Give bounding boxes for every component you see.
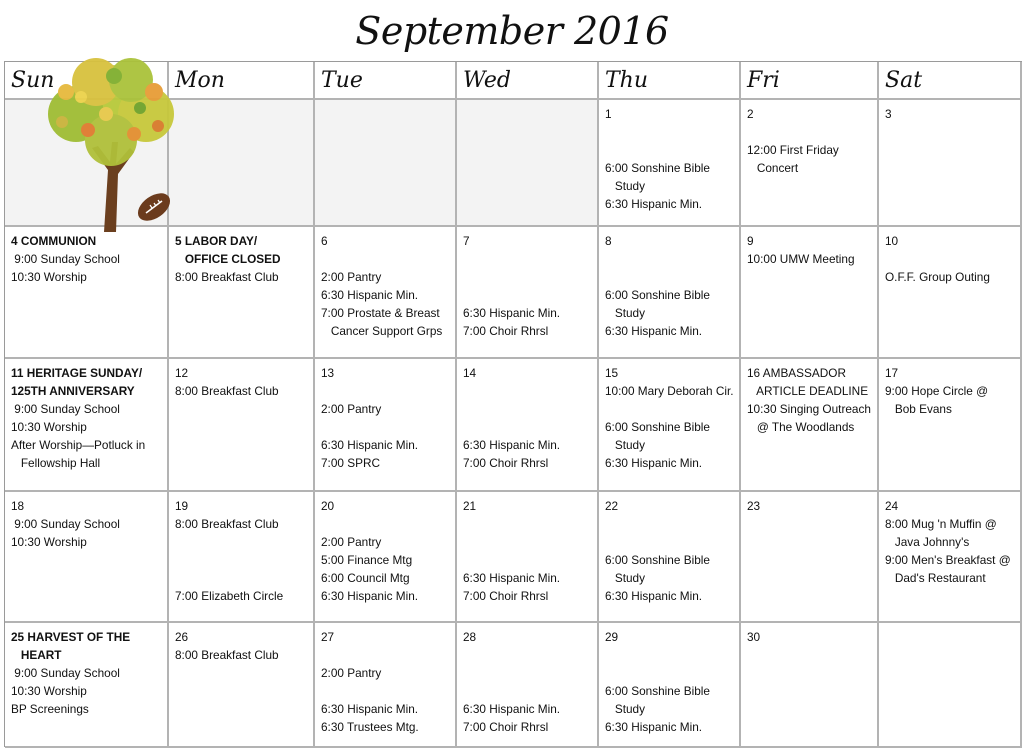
day-number: 28: [463, 630, 477, 644]
day-cell[interactable]: [169, 100, 315, 227]
event-line: [463, 515, 591, 533]
event-line: 2:00 Pantry: [321, 270, 382, 284]
day-number: 2: [747, 107, 754, 121]
day-number: 6: [321, 234, 328, 248]
day-cell[interactable]: [741, 623, 879, 748]
event-line: [463, 664, 591, 682]
day-cell[interactable]: [315, 492, 457, 623]
event-line: [605, 268, 733, 286]
event-line: [605, 664, 733, 682]
event-line: 6:30 Hispanic Min.: [605, 324, 703, 338]
day-cell[interactable]: [315, 359, 457, 492]
day-number: 4 COMMUNION: [11, 234, 97, 248]
event-line: 6:30 Hispanic Min.: [321, 288, 419, 302]
event-line: [463, 400, 591, 418]
day-header-mon: Mon: [169, 62, 315, 100]
event-line: [605, 400, 733, 418]
day-cell[interactable]: [5, 623, 169, 748]
event-line: 7:00 Choir Rhrsl: [463, 456, 549, 470]
event-line: 6:30 Hispanic Min.: [321, 589, 419, 603]
event-line: 8:00 Breakfast Club: [175, 517, 279, 531]
event-line: [463, 286, 591, 304]
event-line: Cancer Support Grps: [321, 324, 443, 338]
event-line: [321, 382, 449, 400]
day-cell[interactable]: [599, 492, 741, 623]
day-cell[interactable]: [457, 623, 599, 748]
day-number: 17: [885, 366, 899, 380]
event-line: [747, 123, 871, 141]
event-line: Concert: [747, 161, 799, 175]
event-line: Study: [605, 438, 645, 452]
day-number: 9: [747, 234, 754, 248]
event-line: 6:30 Hispanic Min.: [605, 720, 703, 734]
event-line: 10:30 Singing Outreach: [747, 402, 871, 416]
event-line: 10:30 Worship: [11, 420, 87, 434]
event-line: Dad's Restaurant: [885, 571, 986, 585]
event-line: After Worship—Potluck in: [11, 438, 146, 452]
day-number: 20: [321, 499, 335, 513]
day-cell[interactable]: [741, 100, 879, 227]
day-cell[interactable]: [457, 227, 599, 359]
day-cell[interactable]: [599, 227, 741, 359]
event-line: [463, 551, 591, 569]
day-cell[interactable]: [315, 100, 457, 227]
event-line: 8:00 Mug 'n Muffin @: [885, 517, 997, 531]
event-line: 6:00 Sonshine Bible: [605, 553, 710, 567]
event-line: 10:30 Worship: [11, 270, 87, 284]
event-line: Java Johnny's: [885, 535, 970, 549]
day-header-thu: Thu: [599, 62, 741, 100]
event-line: [605, 515, 733, 533]
day-header-wed: Wed: [457, 62, 599, 100]
event-line: [321, 515, 449, 533]
event-line: [885, 250, 1014, 268]
event-line: [463, 682, 591, 700]
event-line: 9:00 Sunday School: [11, 402, 120, 416]
event-line: [463, 268, 591, 286]
day-number: 19: [175, 499, 189, 513]
event-line: 6:30 Hispanic Min.: [321, 702, 419, 716]
day-cell[interactable]: [879, 492, 1022, 623]
event-line: [463, 418, 591, 436]
event-line: [321, 418, 449, 436]
day-number: 23: [747, 499, 761, 513]
day-cell[interactable]: [457, 100, 599, 227]
event-line: O.F.F. Group Outing: [885, 270, 990, 284]
event-line: 8:00 Breakfast Club: [175, 270, 279, 284]
event-line: [463, 646, 591, 664]
event-line: 9:00 Sunday School: [11, 517, 120, 531]
day-cell[interactable]: [741, 359, 879, 492]
day-number: 5 LABOR DAY/ OFFICE CLOSED: [175, 234, 281, 266]
day-number: 25 HARVEST OF THE HEART: [11, 630, 131, 662]
day-header-sat: Sat: [879, 62, 1022, 100]
day-cell[interactable]: [879, 359, 1022, 492]
day-cell[interactable]: [879, 227, 1022, 359]
day-number: 12: [175, 366, 189, 380]
football-icon: [133, 188, 175, 227]
day-cell[interactable]: [315, 227, 457, 359]
event-line: 10:30 Worship: [11, 684, 87, 698]
day-cell[interactable]: [879, 623, 1022, 748]
day-header-fri: Fri: [741, 62, 879, 100]
event-line: Study: [605, 571, 645, 585]
event-line: 6:00 Sonshine Bible: [605, 420, 710, 434]
event-line: Study: [605, 702, 645, 716]
event-line: Study: [605, 306, 645, 320]
day-number: 10: [885, 234, 899, 248]
day-number: 3: [885, 107, 892, 121]
event-line: [463, 533, 591, 551]
event-line: 6:30 Hispanic Min.: [463, 571, 561, 585]
day-number: 29: [605, 630, 619, 644]
event-line: [605, 533, 733, 551]
event-line: 2:00 Pantry: [321, 666, 382, 680]
event-line: 6:00 Sonshine Bible: [605, 684, 710, 698]
day-cell[interactable]: [741, 492, 879, 623]
day-number: 26: [175, 630, 189, 644]
event-line: Fellowship Hall: [11, 456, 101, 470]
event-line: Study: [605, 179, 645, 193]
event-line: [321, 646, 449, 664]
day-cell[interactable]: [457, 359, 599, 492]
event-line: 6:30 Trustees Mtg.: [321, 720, 419, 734]
event-line: BP Screenings: [11, 702, 89, 716]
event-line: 8:00 Breakfast Club: [175, 384, 279, 398]
event-line: [321, 682, 449, 700]
day-header-sun: Sun: [5, 62, 169, 100]
day-cell[interactable]: [741, 227, 879, 359]
event-line: 9:00 Hope Circle @: [885, 384, 989, 398]
event-line: 6:30 Hispanic Min.: [605, 197, 703, 211]
event-line: 6:00 Sonshine Bible: [605, 161, 710, 175]
event-line: 6:30 Hispanic Min.: [463, 702, 561, 716]
event-line: @ The Woodlands: [747, 420, 855, 434]
event-line: 7:00 Choir Rhrsl: [463, 324, 549, 338]
day-cell[interactable]: [169, 227, 315, 359]
event-line: [175, 551, 307, 569]
event-line: [605, 123, 733, 141]
day-number: 16 AMBASSADOR ARTICLE DEADLINE: [747, 366, 869, 398]
day-number: 27: [321, 630, 335, 644]
event-line: [175, 533, 307, 551]
event-line: [605, 646, 733, 664]
day-number: 18: [11, 499, 25, 513]
event-line: 9:00 Sunday School: [11, 252, 120, 266]
event-line: [605, 141, 733, 159]
day-cell[interactable]: [599, 623, 741, 748]
event-line: 9:00 Men's Breakfast @: [885, 553, 1011, 567]
day-number: 14: [463, 366, 477, 380]
event-line: 2:00 Pantry: [321, 535, 382, 549]
day-number: 15: [605, 366, 619, 380]
day-cell[interactable]: [5, 492, 169, 623]
event-line: 6:00 Council Mtg: [321, 571, 410, 585]
event-line: Bob Evans: [885, 402, 952, 416]
day-cell[interactable]: [169, 492, 315, 623]
day-number: 13: [321, 366, 335, 380]
day-cell[interactable]: [315, 623, 457, 748]
event-line: 6:30 Hispanic Min.: [463, 438, 561, 452]
day-number: 8: [605, 234, 612, 248]
day-cell[interactable]: [879, 100, 1022, 227]
event-line: 10:00 UMW Meeting: [747, 252, 855, 266]
day-cell[interactable]: [5, 227, 169, 359]
day-number: 30: [747, 630, 761, 644]
event-line: 10:00 Mary Deborah Cir.: [605, 384, 734, 398]
day-number: 11 HERITAGE SUNDAY/ 125TH ANNIVERSARY: [11, 366, 143, 398]
event-line: 6:00 Sonshine Bible: [605, 288, 710, 302]
event-line: 7:00 SPRC: [321, 456, 381, 470]
calendar-title: September 2016: [355, 9, 669, 53]
day-number: 1: [605, 107, 612, 121]
event-line: 5:00 Finance Mtg: [321, 553, 413, 567]
day-cell[interactable]: [599, 359, 741, 492]
event-line: 7:00 Choir Rhrsl: [463, 720, 549, 734]
event-line: 9:00 Sunday School: [11, 666, 120, 680]
event-line: 8:00 Breakfast Club: [175, 648, 279, 662]
event-line: 6:30 Hispanic Min.: [463, 306, 561, 320]
day-header-tue: Tue: [315, 62, 457, 100]
event-line: 7:00 Elizabeth Circle: [175, 589, 284, 603]
autumn-tree-icon: [36, 52, 186, 232]
day-cell[interactable]: [599, 100, 741, 227]
day-number: 21: [463, 499, 477, 513]
day-number: 7: [463, 234, 470, 248]
day-number: 22: [605, 499, 619, 513]
event-line: 6:30 Hispanic Min.: [605, 456, 703, 470]
event-line: [463, 250, 591, 268]
day-cell[interactable]: [5, 359, 169, 492]
event-line: 10:30 Worship: [11, 535, 87, 549]
event-line: 12:00 First Friday: [747, 143, 839, 157]
day-number: 24: [885, 499, 899, 513]
day-cell[interactable]: [169, 623, 315, 748]
event-line: 7:00 Choir Rhrsl: [463, 589, 549, 603]
event-line: [321, 250, 449, 268]
event-line: 6:30 Hispanic Min.: [321, 438, 419, 452]
event-line: [175, 569, 307, 587]
day-cell[interactable]: [169, 359, 315, 492]
event-line: [463, 382, 591, 400]
event-line: 7:00 Prostate & Breast: [321, 306, 440, 320]
event-line: 6:30 Hispanic Min.: [605, 589, 703, 603]
event-line: [605, 250, 733, 268]
day-cell[interactable]: [457, 492, 599, 623]
event-line: 2:00 Pantry: [321, 402, 382, 416]
